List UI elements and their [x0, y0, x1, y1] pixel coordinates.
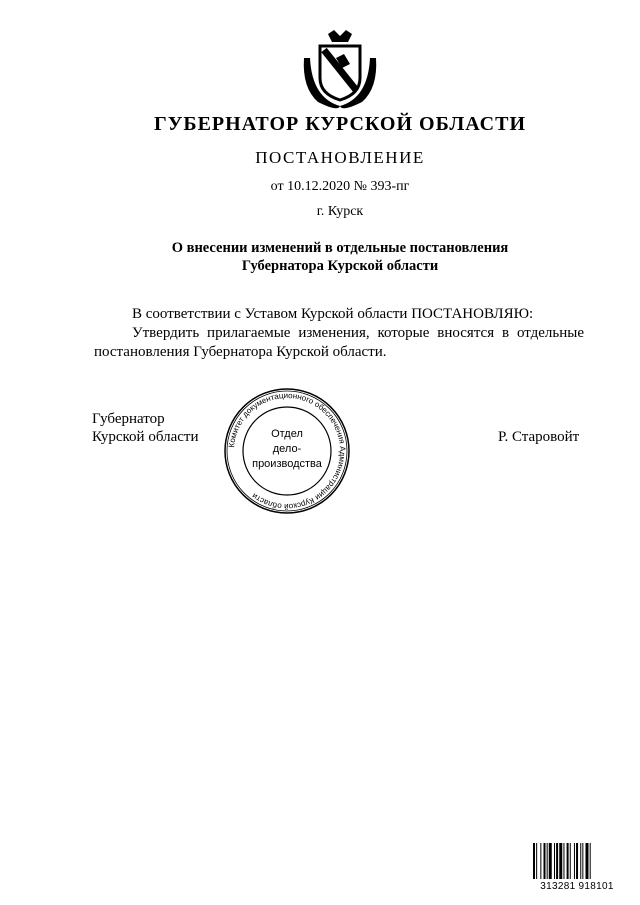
- barcode-bar: [536, 843, 537, 879]
- barcode-bar: [567, 843, 569, 879]
- barcode-bar: [544, 843, 546, 879]
- heading-line: О внесении изменений в отдельные постановления: [171, 240, 509, 256]
- date-number: от 10.12.2020 № 393-пг: [270, 179, 410, 194]
- barcode-bar: [590, 843, 591, 879]
- barcode: [532, 843, 622, 879]
- barcode-bar: [563, 843, 564, 879]
- body-paragraph: постановления Губернатора Курской области.: [94, 344, 387, 360]
- stamp-center-text: дело-: [272, 443, 302, 455]
- body-paragraph: Утвердить прилагаемые изменения, которые вносятся в отдельные: [132, 325, 584, 341]
- barcode-bar: [554, 843, 555, 879]
- barcode-bar: [580, 843, 581, 879]
- heading-line: Губернатора Курской области: [241, 258, 439, 274]
- coat-of-arms-emblem: [298, 28, 382, 112]
- stamp-center-text: Отдел: [271, 428, 303, 440]
- barcode-bar: [547, 843, 548, 879]
- signatory-position: Губернатор: [92, 411, 165, 427]
- stamp-center-text: производства: [252, 458, 322, 470]
- document-heading: [20, 239, 640, 275]
- barcode-bar: [582, 843, 583, 879]
- barcode-bar: [556, 843, 558, 879]
- signatory-name: Р. Старовойт: [498, 429, 580, 445]
- document-type: ПОСТАНОВЛЕНИЕ: [255, 148, 425, 167]
- barcode-bar: [533, 843, 535, 879]
- body-paragraph: В соответствии с Уставом Курской области ПОСТАНОВЛЯЮ:: [132, 306, 534, 322]
- barcode-bar: [559, 843, 562, 879]
- official-stamp: [222, 386, 352, 516]
- barcode-bar: [570, 843, 571, 879]
- barcode-number: 313281 918101: [540, 881, 614, 892]
- stamp-ring-text: Комитет документационного обеспечения Администрации Курской области: [227, 390, 348, 512]
- barcode-bar: [576, 843, 578, 879]
- barcode-bar: [586, 843, 589, 879]
- issuer-title: ГУБЕРНАТОР КУРСКОЙ ОБЛАСТИ: [153, 113, 527, 135]
- barcode-bar: [574, 843, 575, 879]
- barcode-bar: [549, 843, 552, 879]
- city: г. Курск: [316, 204, 364, 219]
- barcode-bar: [540, 843, 541, 879]
- signatory-position: Курской области: [92, 429, 199, 445]
